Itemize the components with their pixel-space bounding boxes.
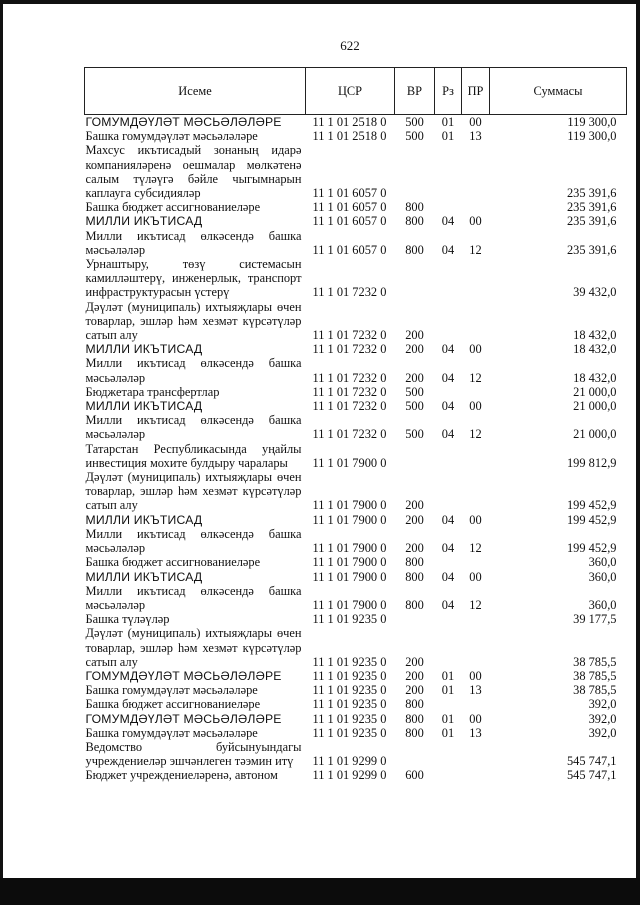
cell-vr: 200 — [405, 541, 424, 556]
cell-csr: 11 1 01 7900 0 — [312, 455, 387, 470]
cell-pr — [462, 470, 490, 513]
cell-sum: 21 000,0 — [573, 384, 617, 399]
cell-pr: 00 — [469, 569, 482, 584]
cell-pr: 00 — [469, 342, 482, 357]
cell-rz: 04 — [441, 399, 455, 414]
cell-sum: 392,0 — [588, 725, 617, 740]
cell-pr — [462, 385, 490, 399]
table-row — [85, 768, 627, 782]
cell-rz — [435, 442, 462, 470]
table-row — [85, 527, 627, 555]
cell-vr: 500 — [405, 399, 424, 414]
cell-name: Бюджетара трансфертлар — [85, 384, 220, 399]
cell-rz — [435, 300, 462, 343]
table-row — [85, 470, 627, 513]
cell-name: Башка гомумдәүләт мәсьәләләре — [85, 683, 258, 698]
cell-rz: 04 — [441, 541, 455, 556]
cell-csr: 11 1 01 7232 0 — [312, 384, 387, 399]
table-row — [85, 626, 627, 669]
cell-name: Ведомство буйсынуындагы учреждениеләр эшчәнлеген тәэмин итү — [85, 739, 302, 769]
cell-name: Бюджет учреждениеләренә, автоном — [85, 768, 278, 783]
cell-sum: 235 391,6 — [566, 242, 617, 257]
cell-csr: 11 1 01 9235 0 — [312, 725, 387, 740]
cell-pr: 12 — [469, 427, 482, 442]
cell-csr: 11 1 01 9235 0 — [312, 683, 387, 698]
cell-pr — [462, 200, 490, 214]
cell-pr: 00 — [469, 214, 482, 229]
scan-border-right — [636, 0, 640, 905]
table-row — [85, 399, 627, 413]
cell-vr: 200 — [405, 328, 424, 343]
cell-name: МИЛЛИ ИКЪТИСАД — [85, 399, 203, 414]
scan-border-bottom — [0, 878, 640, 905]
table-row — [85, 214, 627, 228]
cell-name: Башка гомумдәүләт мәсьәләләре — [85, 129, 258, 144]
cell-vr: 500 — [405, 427, 424, 442]
cell-rz: 04 — [441, 569, 455, 584]
cell-name: ГОМУМДӘҮЛӘТ МӘСЬӘЛӘЛӘРЕ — [85, 711, 282, 726]
cell-rz — [435, 768, 462, 782]
cell-csr: 11 1 01 6057 0 — [312, 186, 387, 201]
header-pr: ПР — [462, 68, 490, 115]
cell-vr — [395, 612, 435, 626]
cell-csr: 11 1 01 9235 0 — [312, 612, 387, 627]
budget-table — [84, 67, 627, 783]
cell-pr: 13 — [469, 683, 482, 698]
cell-name: Башка түләүләр — [85, 612, 170, 627]
cell-csr: 11 1 01 9235 0 — [312, 711, 387, 726]
cell-pr: 13 — [469, 129, 482, 144]
cell-vr: 200 — [405, 654, 424, 669]
header-vr: ВР — [395, 68, 435, 115]
table-row — [85, 229, 627, 257]
cell-csr: 11 1 01 7900 0 — [312, 498, 387, 513]
cell-vr — [395, 442, 435, 470]
cell-rz — [435, 555, 462, 569]
cell-csr: 11 1 01 7232 0 — [312, 328, 387, 343]
cell-rz — [435, 385, 462, 399]
cell-sum: 18 432,0 — [573, 370, 617, 385]
cell-name: Милли икътисад өлкәсендә башка мәсьәләләр — [85, 526, 302, 556]
cell-name: МИЛЛИ ИКЪТИСАД — [85, 512, 203, 527]
cell-sum: 545 747,1 — [566, 754, 617, 769]
cell-vr: 800 — [405, 697, 424, 712]
cell-vr: 200 — [405, 512, 424, 527]
cell-pr: 00 — [469, 399, 482, 414]
cell-sum: 38 785,5 — [573, 683, 617, 698]
cell-pr — [462, 697, 490, 711]
cell-csr: 11 1 01 7232 0 — [312, 427, 387, 442]
header-csr: ЦСР — [306, 68, 395, 115]
cell-sum: 119 300,0 — [567, 115, 617, 129]
cell-csr: 11 1 01 7900 0 — [312, 597, 387, 612]
cell-vr: 200 — [405, 683, 424, 698]
cell-sum: 21 000,0 — [573, 399, 617, 414]
cell-csr: 11 1 01 7900 0 — [312, 569, 387, 584]
cell-rz — [435, 697, 462, 711]
cell-vr — [395, 740, 435, 768]
table-row — [85, 129, 627, 143]
cell-csr: 11 1 01 6057 0 — [312, 214, 387, 229]
cell-rz: 01 — [441, 115, 455, 129]
table-row — [85, 413, 627, 441]
cell-rz: 01 — [441, 668, 455, 683]
cell-vr — [395, 257, 435, 300]
cell-name: Милли икътисад өлкәсендә башка мәсьәләләр — [85, 583, 302, 612]
cell-csr: 11 1 01 7232 0 — [312, 342, 387, 357]
cell-name: Башка бюджет ассигнованиеләре — [85, 697, 261, 712]
cell-name: ГОМУМДӘҮЛӘТ МӘСЬӘЛӘЛӘРЕ — [85, 115, 282, 129]
cell-rz: 04 — [441, 597, 455, 612]
cell-name: Милли икътисад өлкәсендә башка мәсьәләләр — [85, 228, 302, 257]
cell-pr: 00 — [469, 512, 482, 527]
table-row — [85, 726, 627, 740]
table-row — [85, 143, 627, 200]
cell-rz — [435, 740, 462, 768]
cell-pr — [462, 143, 490, 200]
cell-sum: 235 391,6 — [566, 186, 617, 201]
cell-csr: 11 1 01 2518 0 — [312, 115, 387, 129]
table-row — [85, 385, 627, 399]
cell-sum: 235 391,6 — [566, 214, 617, 229]
cell-csr: 11 1 01 6057 0 — [312, 200, 387, 215]
cell-rz: 01 — [441, 129, 455, 144]
table-row — [85, 683, 627, 697]
cell-sum: 18 432,0 — [573, 328, 617, 343]
table-row — [85, 200, 627, 214]
cell-csr: 11 1 01 7900 0 — [312, 512, 387, 527]
table-row — [85, 555, 627, 569]
cell-pr: 13 — [469, 725, 482, 740]
cell-sum: 392,0 — [588, 711, 617, 726]
cell-sum: 199 452,9 — [566, 541, 617, 556]
table-row — [85, 300, 627, 343]
table-row — [85, 356, 627, 384]
cell-rz: 01 — [441, 683, 455, 698]
table-header-row — [85, 68, 627, 115]
cell-csr: 11 1 01 7232 0 — [312, 285, 387, 300]
cell-name: Махсус икътисадый зонаның идарә компанияләренә оешмалар мөлкәтенә салым түләүгә бәйле чыгымнарын каплауга субсидияләр — [85, 143, 302, 201]
cell-rz — [435, 612, 462, 626]
cell-rz — [435, 143, 462, 200]
cell-pr — [462, 768, 490, 782]
cell-sum: 545 747,1 — [566, 768, 617, 783]
cell-csr: 11 1 01 9235 0 — [312, 654, 387, 669]
cell-pr — [462, 740, 490, 768]
cell-pr — [462, 555, 490, 569]
cell-csr: 11 1 01 2518 0 — [312, 129, 387, 144]
cell-pr — [462, 442, 490, 470]
cell-vr: 800 — [405, 214, 424, 229]
table-row — [85, 115, 627, 130]
cell-name: МИЛЛИ ИКЪТИСАД — [85, 342, 203, 357]
cell-vr: 800 — [405, 555, 424, 570]
cell-csr: 11 1 01 9299 0 — [312, 754, 387, 769]
cell-name: Дәүләт (муниципаль) ихтыяҗлары өчен товарлар, эшләр һәм хезмәт күрсәтүләр сатып алу — [85, 299, 302, 343]
cell-pr — [462, 257, 490, 300]
table-row — [85, 612, 627, 626]
table-row — [85, 740, 627, 768]
table-row — [85, 442, 627, 470]
cell-vr: 200 — [405, 498, 424, 513]
cell-name: МИЛЛИ ИКЪТИСАД — [85, 214, 203, 229]
cell-vr: 500 — [405, 115, 424, 129]
cell-rz: 04 — [441, 342, 455, 357]
cell-vr: 800 — [405, 200, 424, 215]
scan-border-top — [0, 0, 640, 4]
cell-vr: 600 — [405, 768, 424, 783]
table-row — [85, 257, 627, 300]
cell-sum: 18 432,0 — [573, 342, 617, 357]
cell-name: Татарстан Республикасында уңайлы инвестиция мохите булдыру чаралары — [85, 441, 302, 470]
cell-sum: 360,0 — [588, 555, 617, 570]
cell-rz: 04 — [441, 214, 455, 229]
cell-sum: 199 452,9 — [566, 498, 617, 513]
cell-pr: 12 — [469, 370, 482, 385]
cell-rz — [435, 470, 462, 513]
cell-pr: 12 — [469, 597, 482, 612]
table-row — [85, 712, 627, 726]
cell-sum: 235 391,6 — [566, 200, 617, 215]
cell-pr: 00 — [469, 115, 482, 129]
header-sum: Суммасы — [490, 68, 627, 115]
cell-vr — [395, 143, 435, 200]
cell-name: Милли икътисад өлкәсендә башка мәсьәләләр — [85, 356, 302, 385]
cell-csr: 11 1 01 7900 0 — [312, 541, 387, 556]
cell-sum: 360,0 — [588, 569, 617, 584]
cell-name: Милли икътисад өлкәсендә башка мәсьәләләр — [85, 413, 302, 442]
cell-name: Башка гомумдәүләт мәсьәләләре — [85, 725, 258, 740]
cell-pr: 12 — [469, 541, 482, 556]
table-row — [85, 342, 627, 356]
cell-vr: 800 — [405, 597, 424, 612]
header-name: Исеме — [85, 68, 306, 115]
table-row — [85, 513, 627, 527]
cell-rz — [435, 200, 462, 214]
cell-vr: 800 — [405, 725, 424, 740]
cell-rz: 04 — [441, 512, 455, 527]
cell-vr: 800 — [405, 242, 424, 257]
cell-csr: 11 1 01 9299 0 — [312, 768, 387, 783]
cell-csr: 11 1 01 9235 0 — [312, 668, 387, 683]
cell-csr: 11 1 01 7232 0 — [312, 399, 387, 414]
cell-vr: 200 — [405, 668, 424, 683]
cell-sum: 39 177,5 — [573, 612, 617, 627]
cell-pr: 00 — [469, 668, 482, 683]
cell-name: Башка бюджет ассигнованиеләре — [85, 200, 261, 215]
cell-sum: 38 785,5 — [573, 654, 617, 669]
cell-rz: 04 — [441, 370, 455, 385]
cell-rz: 01 — [441, 725, 455, 740]
cell-csr: 11 1 01 7232 0 — [312, 370, 387, 385]
table-row — [85, 584, 627, 612]
scan-border-left — [0, 0, 3, 905]
cell-pr: 12 — [469, 242, 482, 257]
cell-sum: 38 785,5 — [573, 668, 617, 683]
cell-sum: 39 432,0 — [573, 285, 617, 300]
cell-vr: 200 — [405, 370, 424, 385]
header-rz: Рз — [435, 68, 462, 115]
cell-vr: 200 — [405, 342, 424, 357]
cell-name: Башка бюджет ассигнованиеләре — [85, 555, 261, 570]
table-body — [85, 115, 627, 783]
page-number: 622 — [340, 38, 360, 53]
cell-name: Дәүләт (муниципаль) ихтыяҗлары өчен товарлар, эшләр һәм хезмәт күрсәтүләр сатып алу — [85, 626, 302, 669]
cell-name: ГОМУМДӘҮЛӘТ МӘСЬӘЛӘЛӘРЕ — [85, 668, 282, 683]
cell-pr — [462, 612, 490, 626]
table-row — [85, 697, 627, 711]
cell-sum: 21 000,0 — [573, 427, 617, 442]
cell-csr: 11 1 01 7900 0 — [312, 555, 387, 570]
cell-pr: 00 — [469, 711, 482, 726]
cell-pr — [462, 300, 490, 343]
cell-sum: 119 300,0 — [567, 129, 617, 144]
cell-sum: 392,0 — [588, 697, 617, 712]
cell-rz: 01 — [441, 711, 455, 726]
cell-vr: 800 — [405, 569, 424, 584]
cell-csr: 11 1 01 6057 0 — [312, 242, 387, 257]
cell-vr: 500 — [405, 384, 424, 399]
table-row — [85, 669, 627, 683]
table-row — [85, 570, 627, 584]
cell-pr — [462, 626, 490, 669]
cell-sum: 360,0 — [588, 597, 617, 612]
cell-sum: 199 452,9 — [566, 512, 617, 527]
cell-rz: 04 — [441, 242, 455, 257]
cell-vr: 800 — [405, 711, 424, 726]
cell-csr: 11 1 01 9235 0 — [312, 697, 387, 712]
cell-rz — [435, 257, 462, 300]
cell-name: Урнаштыру, төзү системасын камилләштерү, инженерлык, транспорт инфраструктурасын үстерү — [85, 257, 302, 300]
cell-rz — [435, 626, 462, 669]
cell-name: Дәүләт (муниципаль) ихтыяҗлары өчен товарлар, эшләр һәм хезмәт күрсәтүләр сатып алу — [85, 470, 302, 513]
cell-name: МИЛЛИ ИКЪТИСАД — [85, 569, 203, 584]
cell-rz: 04 — [441, 427, 455, 442]
cell-sum: 199 812,9 — [566, 455, 617, 470]
cell-vr: 500 — [405, 129, 424, 144]
